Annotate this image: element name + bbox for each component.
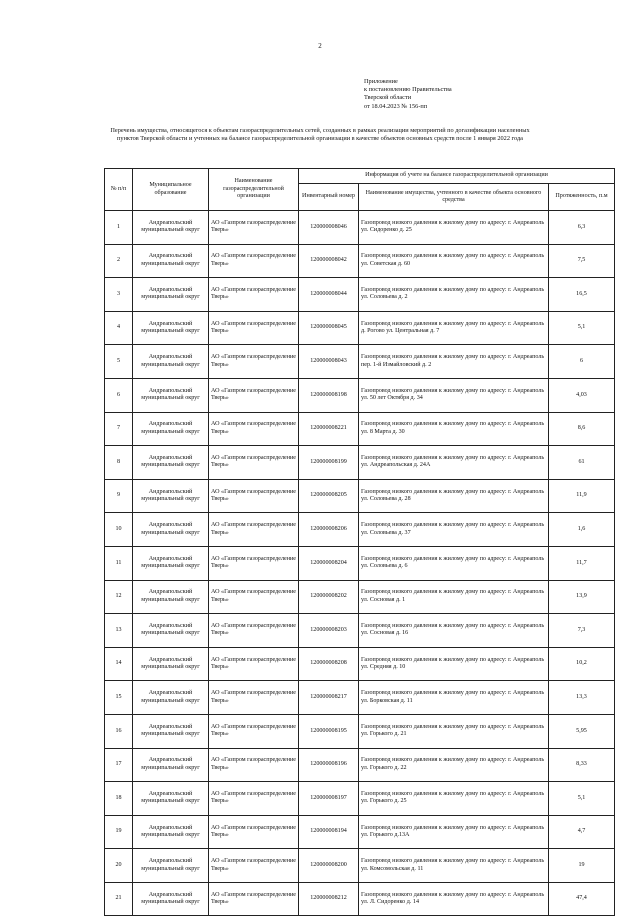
length-cell: 5,95 bbox=[549, 714, 615, 748]
asset-name-cell: Газопровод низкого давления к жилому дому по адресу: г. Андреаполь ул. Горького д. 22 bbox=[359, 748, 549, 782]
length-cell: 7,5 bbox=[549, 244, 615, 278]
header-length: Протяженность, п.м bbox=[549, 184, 615, 211]
municipality-cell: Андреапольский муниципальный округ bbox=[133, 446, 209, 480]
length-cell: 19 bbox=[549, 849, 615, 883]
municipality-cell: Андреапольский муниципальный округ bbox=[133, 714, 209, 748]
table-row bbox=[105, 345, 615, 379]
table-row bbox=[105, 211, 615, 245]
inventory-number-cell: 120000008194 bbox=[299, 815, 359, 849]
inventory-number-cell: 120000008202 bbox=[299, 580, 359, 614]
asset-name-cell: Газопровод низкого давления к жилому дому по адресу: г. Андреаполь ул. Сосновая д. 1 bbox=[359, 580, 549, 614]
asset-name-cell: Газопровод низкого давления к жилому дому по адресу: г. Андреаполь ул. Средняя д. 10 bbox=[359, 647, 549, 681]
length-cell: 11,9 bbox=[549, 479, 615, 513]
organization-cell: АО «Газпром газораспределение Тверь» bbox=[209, 681, 299, 715]
inventory-number-cell: 120000008196 bbox=[299, 748, 359, 782]
length-cell: 61 bbox=[549, 446, 615, 480]
organization-cell: АО «Газпром газораспределение Тверь» bbox=[209, 378, 299, 412]
organization-cell: АО «Газпром газораспределение Тверь» bbox=[209, 479, 299, 513]
municipality-cell: Андреапольский муниципальный округ bbox=[133, 244, 209, 278]
row-number: 15 bbox=[105, 681, 133, 715]
organization-cell: АО «Газпром газораспределение Тверь» bbox=[209, 244, 299, 278]
length-cell: 7,3 bbox=[549, 614, 615, 648]
inventory-number-cell: 120000008203 bbox=[299, 614, 359, 648]
asset-name-cell: Газопровод низкого давления к жилому дому по адресу: г. Андреаполь ул. 8 Марта д. 30 bbox=[359, 412, 549, 446]
inventory-number-cell: 120000008043 bbox=[299, 345, 359, 379]
inventory-number-cell: 120000008046 bbox=[299, 211, 359, 245]
municipality-cell: Андреапольский муниципальный округ bbox=[133, 278, 209, 312]
row-number: 19 bbox=[105, 815, 133, 849]
asset-name-cell: Газопровод низкого давления к жилому дому по адресу: г. Андреаполь ул. Сосновая д. 16 bbox=[359, 614, 549, 648]
organization-cell: АО «Газпром газораспределение Тверь» bbox=[209, 513, 299, 547]
asset-name-cell: Газопровод низкого давления к жилому дому по адресу: г. Андреаполь ул. Сидоренко д. 25 bbox=[359, 211, 549, 245]
municipality-cell: Андреапольский муниципальный округ bbox=[133, 378, 209, 412]
municipality-cell: Андреапольский муниципальный округ bbox=[133, 546, 209, 580]
appendix-line: от 18.04.2023 № 156-пп bbox=[364, 102, 428, 110]
inventory-number-cell: 120000008045 bbox=[299, 311, 359, 345]
asset-name-cell: Газопровод низкого давления к жилому дому по адресу: г. Андреаполь ул. Соловьева д. 37 bbox=[359, 513, 549, 547]
length-cell: 8,6 bbox=[549, 412, 615, 446]
asset-name-cell: Газопровод низкого давления к жилому дому по адресу: г. Андреаполь ул. Андреапольская д. 24А bbox=[359, 446, 549, 480]
organization-cell: АО «Газпром газораспределение Тверь» bbox=[209, 412, 299, 446]
organization-cell: АО «Газпром газораспределение Тверь» bbox=[209, 311, 299, 345]
organization-cell: АО «Газпром газораспределение Тверь» bbox=[209, 647, 299, 681]
length-cell: 4,7 bbox=[549, 815, 615, 849]
asset-name-cell: Газопровод низкого давления к жилому дому по адресу: г. Андреаполь ул. Горького д.13А bbox=[359, 815, 549, 849]
inventory-number-cell: 120000008195 bbox=[299, 714, 359, 748]
municipality-cell: Андреапольский муниципальный округ bbox=[133, 882, 209, 916]
table-row bbox=[105, 614, 615, 648]
table-body bbox=[105, 211, 615, 916]
inventory-number-cell: 120000008217 bbox=[299, 681, 359, 715]
row-number: 20 bbox=[105, 849, 133, 883]
asset-name-cell: Газопровод низкого давления к жилому дому по адресу: г. Андреаполь пер. 1-й Измайловский д. 2 bbox=[359, 345, 549, 379]
inventory-number-cell: 120000008199 bbox=[299, 446, 359, 480]
municipality-cell: Андреапольский муниципальный округ bbox=[133, 647, 209, 681]
table-row bbox=[105, 580, 615, 614]
asset-name-cell: Газопровод низкого давления к жилому дому по адресу: г. Андреаполь д. Рогово ул. Центральная д. 7 bbox=[359, 311, 549, 345]
inventory-number-cell: 120000008200 bbox=[299, 849, 359, 883]
row-number: 14 bbox=[105, 647, 133, 681]
table-row bbox=[105, 647, 615, 681]
inventory-number-cell: 120000008197 bbox=[299, 782, 359, 816]
length-cell: 13,3 bbox=[549, 681, 615, 715]
organization-cell: АО «Газпром газораспределение Тверь» bbox=[209, 849, 299, 883]
municipality-cell: Андреапольский муниципальный округ bbox=[133, 849, 209, 883]
municipality-cell: Андреапольский муниципальный округ bbox=[133, 513, 209, 547]
table-row bbox=[105, 412, 615, 446]
asset-name-cell: Газопровод низкого давления к жилому дому по адресу: г. Андреаполь ул. 50 лет Октября д. 34 bbox=[359, 378, 549, 412]
row-number: 18 bbox=[105, 782, 133, 816]
asset-name-cell: Газопровод низкого давления к жилому дому по адресу: г. Андреаполь ул. Соловьева д. 6 bbox=[359, 546, 549, 580]
length-cell: 6,3 bbox=[549, 211, 615, 245]
length-cell: 11,7 bbox=[549, 546, 615, 580]
organization-cell: АО «Газпром газораспределение Тверь» bbox=[209, 546, 299, 580]
row-number: 21 bbox=[105, 882, 133, 916]
appendix-line: к постановлению Правительства bbox=[364, 86, 452, 94]
municipality-cell: Андреапольский муниципальный округ bbox=[133, 345, 209, 379]
row-number: 9 bbox=[105, 479, 133, 513]
asset-name-cell: Газопровод низкого давления к жилому дому по адресу: г. Андреаполь ул. Соловьева д. 28 bbox=[359, 479, 549, 513]
organization-cell: АО «Газпром газораспределение Тверь» bbox=[209, 211, 299, 245]
length-cell: 5,1 bbox=[549, 782, 615, 816]
table-row bbox=[105, 311, 615, 345]
inventory-number-cell: 120000008208 bbox=[299, 647, 359, 681]
organization-cell: АО «Газпром газораспределение Тверь» bbox=[209, 782, 299, 816]
table-row bbox=[105, 513, 615, 547]
document-title: Перечень имущества, относящегося к объектам газораспределительных сетей, созданных в рамках реализации мероприятий по догазификации населенных пунктов Тверской области и учтенных на балансе газораспределительной организации в качестве объектов основных средств после 1 января 2022 года bbox=[110, 127, 530, 143]
row-number: 12 bbox=[105, 580, 133, 614]
municipality-cell: Андреапольский муниципальный округ bbox=[133, 681, 209, 715]
row-number: 16 bbox=[105, 714, 133, 748]
asset-name-cell: Газопровод низкого давления к жилому дому по адресу: г. Андреаполь ул. Л. Сидоренко д. 14 bbox=[359, 882, 549, 916]
organization-cell: АО «Газпром газораспределение Тверь» bbox=[209, 345, 299, 379]
header-balance-info: Информация об учете на балансе газораспределительной организации bbox=[299, 169, 615, 184]
inventory-number-cell: 120000008198 bbox=[299, 378, 359, 412]
row-number: 4 bbox=[105, 311, 133, 345]
length-cell: 4,03 bbox=[549, 378, 615, 412]
table-row bbox=[105, 278, 615, 312]
organization-cell: АО «Газпром газораспределение Тверь» bbox=[209, 614, 299, 648]
row-number: 8 bbox=[105, 446, 133, 480]
inventory-number-cell: 120000008044 bbox=[299, 278, 359, 312]
row-number: 1 bbox=[105, 211, 133, 245]
asset-name-cell: Газопровод низкого давления к жилому дому по адресу: г. Андреаполь ул. Соловьева д. 2 bbox=[359, 278, 549, 312]
organization-cell: АО «Газпром газораспределение Тверь» bbox=[209, 580, 299, 614]
appendix-line: Тверской области bbox=[364, 94, 412, 102]
table-row bbox=[105, 479, 615, 513]
table-row bbox=[105, 815, 615, 849]
length-cell: 13,9 bbox=[549, 580, 615, 614]
table-row bbox=[105, 782, 615, 816]
row-number: 10 bbox=[105, 513, 133, 547]
property-table bbox=[104, 168, 615, 916]
inventory-number-cell: 120000008221 bbox=[299, 412, 359, 446]
row-number: 17 bbox=[105, 748, 133, 782]
organization-cell: АО «Газпром газораспределение Тверь» bbox=[209, 278, 299, 312]
asset-name-cell: Газопровод низкого давления к жилому дому по адресу: г. Андреаполь ул. Комсомольская д. 11 bbox=[359, 849, 549, 883]
length-cell: 10,2 bbox=[549, 647, 615, 681]
header-organization: Наименование газораспределительной организации bbox=[209, 169, 299, 211]
header-inventory: Инвентарный номер bbox=[299, 184, 359, 211]
municipality-cell: Андреапольский муниципальный округ bbox=[133, 479, 209, 513]
inventory-number-cell: 120000008212 bbox=[299, 882, 359, 916]
table-row bbox=[105, 244, 615, 278]
page-number: 2 bbox=[318, 42, 322, 50]
table-row bbox=[105, 446, 615, 480]
length-cell: 5,1 bbox=[549, 311, 615, 345]
table-row bbox=[105, 882, 615, 916]
municipality-cell: Андреапольский муниципальный округ bbox=[133, 748, 209, 782]
inventory-number-cell: 120000008205 bbox=[299, 479, 359, 513]
asset-name-cell: Газопровод низкого давления к жилому дому по адресу: г. Андреаполь ул. Борковская д. 11 bbox=[359, 681, 549, 715]
length-cell: 1,6 bbox=[549, 513, 615, 547]
asset-name-cell: Газопровод низкого давления к жилому дому по адресу: г. Андреаполь ул. Горького д. 21 bbox=[359, 714, 549, 748]
organization-cell: АО «Газпром газораспределение Тверь» bbox=[209, 748, 299, 782]
length-cell: 47,4 bbox=[549, 882, 615, 916]
municipality-cell: Андреапольский муниципальный округ bbox=[133, 311, 209, 345]
table-row bbox=[105, 378, 615, 412]
table-row bbox=[105, 546, 615, 580]
inventory-number-cell: 120000008204 bbox=[299, 546, 359, 580]
table-row bbox=[105, 714, 615, 748]
organization-cell: АО «Газпром газораспределение Тверь» bbox=[209, 714, 299, 748]
organization-cell: АО «Газпром газораспределение Тверь» bbox=[209, 882, 299, 916]
row-number: 13 bbox=[105, 614, 133, 648]
row-number: 3 bbox=[105, 278, 133, 312]
organization-cell: АО «Газпром газораспределение Тверь» bbox=[209, 815, 299, 849]
municipality-cell: Андреапольский муниципальный округ bbox=[133, 211, 209, 245]
organization-cell: АО «Газпром газораспределение Тверь» bbox=[209, 446, 299, 480]
header-municipality: Муниципальное образование bbox=[133, 169, 209, 211]
municipality-cell: Андреапольский муниципальный округ bbox=[133, 782, 209, 816]
table-row bbox=[105, 681, 615, 715]
length-cell: 8,33 bbox=[549, 748, 615, 782]
table-row bbox=[105, 748, 615, 782]
appendix-block bbox=[364, 78, 452, 111]
row-number: 5 bbox=[105, 345, 133, 379]
row-number: 2 bbox=[105, 244, 133, 278]
municipality-cell: Андреапольский муниципальный округ bbox=[133, 580, 209, 614]
table-row bbox=[105, 849, 615, 883]
inventory-number-cell: 120000008042 bbox=[299, 244, 359, 278]
length-cell: 16,5 bbox=[549, 278, 615, 312]
asset-name-cell: Газопровод низкого давления к жилому дому по адресу: г. Андреаполь ул. Советская д. 60 bbox=[359, 244, 549, 278]
length-cell: 6 bbox=[549, 345, 615, 379]
asset-name-cell: Газопровод низкого давления к жилому дому по адресу: г. Андреаполь ул. Горького д. 25 bbox=[359, 782, 549, 816]
row-number: 11 bbox=[105, 546, 133, 580]
inventory-number-cell: 120000008206 bbox=[299, 513, 359, 547]
header-asset-name: Наименование имущества, учтенного в качестве объекта основного средства bbox=[359, 184, 549, 211]
header-num: № п/п bbox=[105, 169, 133, 211]
municipality-cell: Андреапольский муниципальный округ bbox=[133, 815, 209, 849]
municipality-cell: Андреапольский муниципальный округ bbox=[133, 614, 209, 648]
row-number: 6 bbox=[105, 378, 133, 412]
municipality-cell: Андреапольский муниципальный округ bbox=[133, 412, 209, 446]
appendix-line: Приложение bbox=[364, 78, 398, 85]
row-number: 7 bbox=[105, 412, 133, 446]
